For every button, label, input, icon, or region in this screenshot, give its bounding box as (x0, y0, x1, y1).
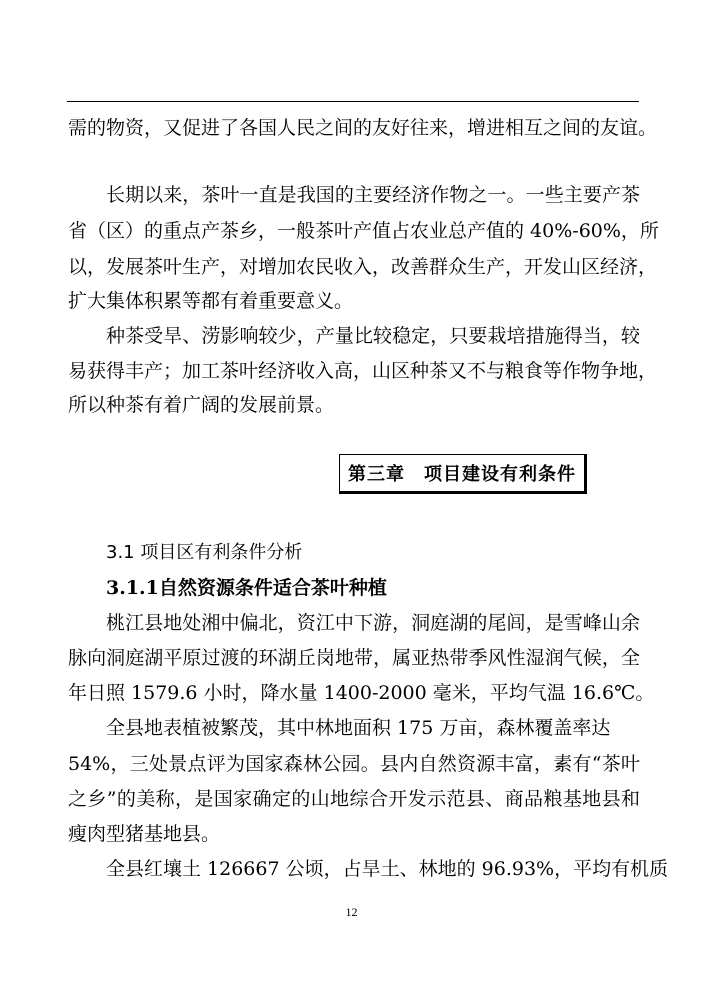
text-line: 所以种茶有着广阔的发展前景。 (68, 394, 335, 416)
header-rule (67, 101, 639, 102)
text-line: 省（区）的重点产茶乡，一般茶叶产值占农业总产值的 40%-60%，所 (68, 220, 659, 242)
text-line: 长期以来，茶叶一直是我国的主要经济作物之一。一些主要产茶 (106, 184, 640, 206)
chapter-title-box (339, 454, 587, 494)
text-line: 54%，三处景点评为国家森林公园。县内自然资源丰富，素有“茶叶 (68, 753, 640, 775)
subsection-heading: 3.1.1自然资源条件适合茶叶种植 (106, 577, 387, 599)
text-line: 扩大集体积累等都有着重要意义。 (68, 290, 354, 312)
text-line: 种茶受旱、涝影响较少，产量比较稳定，只要栽培措施得当，较 (106, 325, 640, 347)
text-line: 年日照 1579.6 小时，降水量 1400-2000 毫米，平均气温 16.6℃。 (68, 682, 655, 704)
chapter-title: 第三章 项目建设有利条件 (348, 464, 576, 485)
text-line: 之乡”的美称，是国家确定的山地综合开发示范县、商品粮基地县和 (68, 788, 640, 810)
text-line: 桃江县地处湘中偏北，资江中下游，洞庭湖的尾闾，是雪峰山余 (106, 612, 640, 634)
text-line: 易获得丰产；加工茶叶经济收入高，山区种茶又不与粮食等作物争地， (68, 360, 658, 382)
text-line: 全县地表植被繁茂，其中林地面积 175 万亩，森林覆盖率达 (106, 717, 611, 739)
text-line: 需的物资，又促进了各国人民之间的友好往来，增进相互之间的友谊。 (68, 117, 658, 139)
text-line: 瘦肉型猪基地县。 (68, 823, 221, 845)
text-line: 全县红壤土 126667 公顷，占旱土、林地的 96.93%，平均有机质 (106, 858, 669, 880)
page-number: 12 (345, 905, 358, 919)
text-line: 以，发展茶叶生产，对增加农民收入，改善群众生产，开发山区经济， (68, 256, 658, 278)
section-heading: 3.1 项目区有利条件分析 (106, 542, 303, 563)
text-line: 脉向洞庭湖平原过渡的环湖丘岗地带，属亚热带季风性湿润气候，全 (68, 647, 640, 669)
